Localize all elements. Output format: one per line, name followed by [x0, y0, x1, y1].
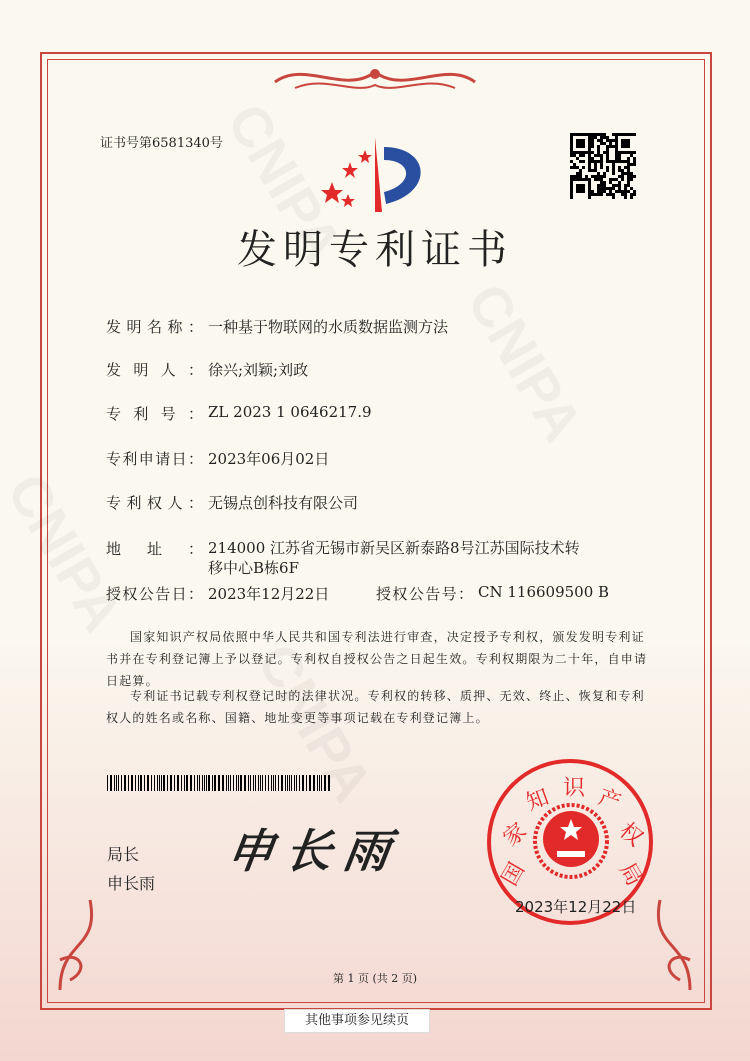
cnipa-logo [320, 132, 435, 217]
field-application-date: 专利申请日： 2023年06月02日 [106, 450, 330, 468]
top-ornament [265, 60, 485, 100]
legal-paragraph-2: 专利证书记载专利权登记时的法律状况。专利权的转移、质押、无效、终止、恢复和专利权人的姓名或名称、国籍、地址变更等事项记载在专利登记簿上。 [106, 689, 645, 725]
legal-paragraph-1: 国家知识产权局依照中华人民共和国专利法进行审查，决定授予专利权，颁发发明专利证书并在专利登记簿上予以登记。专利权自授权公告之日起生效。专利权期限为二十年，自申请日起算。 [106, 630, 648, 688]
field-patentee: 专利权人： 无锡点创科技有限公司 [106, 494, 359, 512]
signature: 申长雨 [223, 824, 406, 878]
national-emblem-icon [529, 801, 613, 885]
seal-date: 2023年12月22日 [515, 898, 637, 916]
field-patent-number: 专利号： ZL 2023 1 0646217.9 [106, 403, 372, 423]
field-invention-name: 发明名称： 一种基于物联网的水质数据监测方法 [106, 318, 449, 336]
signatory-title: 局长 [107, 845, 140, 864]
page-info: 第 1 页 (共 2 页) [332, 972, 418, 985]
field-inventors: 发明人： 徐兴;刘颖;刘政 [106, 361, 309, 379]
signatory-name: 申长雨 [107, 874, 156, 893]
official-seal: 国 家 知 识 产 权 局 2023年12月22日 [487, 759, 653, 925]
footer-note: 其他事项参见续页 [284, 1009, 430, 1033]
barcode [107, 775, 332, 791]
certificate-number: 证书号第6581340号 [100, 136, 223, 151]
field-address: 地址： 214000 江苏省无锡市新吴区新泰路8号江苏国际技术转 移中心B栋6F [106, 539, 580, 577]
field-grant-date: 授权公告日： 2023年12月22日 [106, 585, 330, 603]
field-grant-number: 授权公告号： CN 116609500 B [376, 583, 610, 603]
certificate-title: 发明专利证书 [237, 227, 513, 272]
qr-code [570, 133, 636, 199]
